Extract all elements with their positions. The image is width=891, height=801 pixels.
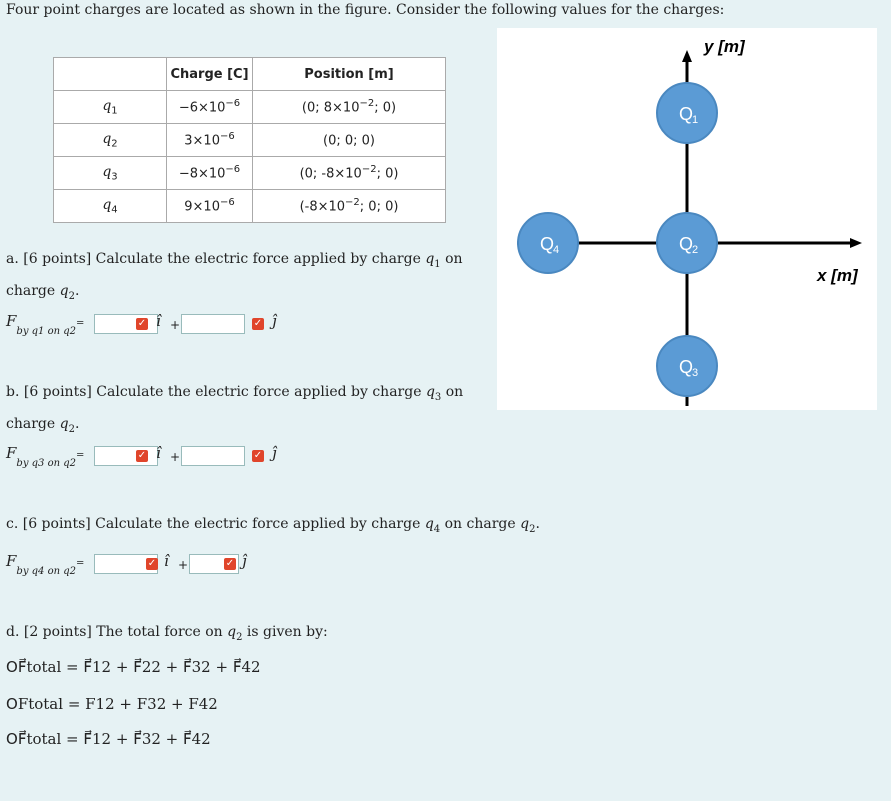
charge-name-cell: $q_3$ [54, 157, 167, 190]
svg-text:Q: Q [679, 357, 694, 377]
radio-button-icon[interactable]: O [6, 695, 18, 713]
force-a-j-input[interactable] [181, 314, 245, 334]
table-row [54, 157, 446, 190]
check-icon: ✓ [253, 318, 263, 329]
check-icon: ✓ [147, 558, 157, 569]
charge-q1 [657, 83, 717, 143]
charge-q4 [518, 213, 578, 273]
question-c-answer-row [6, 552, 306, 578]
i-hat-unit: î [156, 444, 161, 462]
charge-name-cell: $q_2$ [54, 124, 167, 157]
question-b-answer-row [6, 444, 306, 470]
check-icon: ✓ [137, 318, 147, 329]
force-label-a: $F_{by q1 on q2}=$ [6, 312, 85, 337]
check-icon: ✓ [225, 558, 235, 569]
j-hat-unit: ĵ [272, 312, 277, 330]
charge-value-cell: $9\times 10^{-6}$ [167, 190, 253, 223]
svg-text:1: 1 [692, 114, 699, 126]
table-row [54, 124, 446, 157]
charge-table [53, 57, 446, 223]
charge-name-cell: $q_4$ [54, 190, 167, 223]
check-icon: ✓ [137, 450, 147, 461]
table-row [54, 190, 446, 223]
question-c-text: c. [6 points] Calculate the electric force applied by charge $q_4$ on charge $q_2$. [6, 516, 540, 535]
i-hat-unit: î [164, 552, 169, 570]
radio-button-icon[interactable]: O [6, 730, 18, 748]
table-header-blank [54, 58, 167, 91]
svg-text:3: 3 [692, 367, 699, 379]
plus-sign: + [170, 318, 181, 332]
svg-text:Q: Q [540, 234, 555, 254]
position-cell: (0; 0; 0) [253, 124, 446, 157]
figure-svg [497, 28, 877, 410]
question-b-text: b. [6 points] Calculate the electric force applied by charge $q_3$ on charge $q_2$. [6, 384, 464, 435]
j-hat-unit: ĵ [272, 444, 277, 462]
position-cell: ($-8\times 10^{-2}$; 0; 0) [253, 190, 446, 223]
svg-text:4: 4 [553, 244, 560, 256]
svg-text:2: 2 [692, 244, 699, 256]
radio-button-icon[interactable]: O [6, 658, 18, 676]
x-axis-arrow-icon [850, 238, 862, 248]
option-3[interactable]: OF⃗total = F⃗12 + F⃗32 + F⃗42 [6, 730, 211, 748]
charge-value-cell: $3\times 10^{-6}$ [167, 124, 253, 157]
force-label-c: $F_{by q4 on q2}=$ [6, 552, 85, 577]
option-1[interactable]: OF⃗total = F⃗12 + F⃗22 + F⃗32 + F⃗42 [6, 658, 261, 676]
charge-value-cell: $-8\times 10^{-6}$ [167, 157, 253, 190]
force-b-j-input[interactable] [181, 446, 245, 466]
force-b-i-input[interactable] [94, 446, 158, 466]
table-header-position: Position [m] [253, 58, 446, 91]
j-hat-unit: ĵ [242, 552, 247, 570]
table-header-charge: Charge [C] [167, 58, 253, 91]
intro-text: Four point charges are located as shown in the figure. Consider the following values for the charges: [6, 2, 725, 18]
charge-name-cell: $q_1$ [54, 91, 167, 124]
position-cell: (0; $8\times 10^{-2}$; 0) [253, 91, 446, 124]
y-axis-label: y [m] [704, 37, 745, 56]
force-label-b: $F_{by q3 on q2}=$ [6, 444, 85, 469]
table-header-row [54, 58, 446, 91]
option-2[interactable]: OFtotal = F12 + F32 + F42 [6, 695, 218, 713]
question-a-text: a. [6 points] Calculate the electric force applied by charge $q_1$ on charge $q_2$. [6, 251, 463, 302]
plus-sign: + [178, 558, 189, 572]
x-axis-label: x [m] [817, 266, 858, 285]
charge-figure [497, 28, 877, 410]
charge-q2 [657, 213, 717, 273]
question-d-text: d. [2 points] The total force on $q_2$ is given by: [6, 624, 328, 643]
charge-value-cell: $-6\times 10^{-6}$ [167, 91, 253, 124]
table-row [54, 91, 446, 124]
plus-sign: + [170, 450, 181, 464]
i-hat-unit: î [156, 312, 161, 330]
position-cell: (0; $-8\times 10^{-2}$; 0) [253, 157, 446, 190]
force-a-i-input[interactable] [94, 314, 158, 334]
check-icon: ✓ [253, 450, 263, 461]
question-a-answer-row [6, 312, 306, 338]
charge-q3 [657, 336, 717, 396]
svg-text:Q: Q [679, 234, 694, 254]
svg-text:Q: Q [679, 104, 694, 124]
y-axis-arrow-icon [682, 50, 692, 62]
